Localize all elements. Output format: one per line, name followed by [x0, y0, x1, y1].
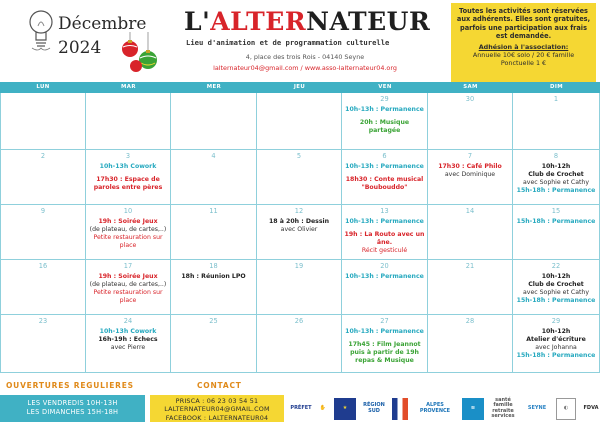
regular-hours-title: OUVERTURES REGULIERES	[6, 381, 134, 390]
event-line: 19h : La Routo avec un âne.	[344, 231, 425, 247]
calendar-day-cell[interactable]	[86, 260, 171, 315]
day-number: 5	[296, 152, 302, 160]
calendar-day-cell	[86, 93, 171, 150]
day-number: 14	[465, 207, 475, 215]
event-line: 10h-12h	[541, 273, 571, 280]
day-events	[88, 218, 168, 250]
calendar-day-cell	[257, 150, 342, 205]
weekday-label: JEU	[293, 84, 306, 90]
calendar-day-cell	[171, 205, 257, 260]
msa-logo: ≋	[462, 398, 484, 420]
day-number: 2	[40, 152, 46, 160]
day-number: 26	[294, 317, 304, 325]
event-line: 15h-18h : Permanence	[516, 297, 596, 305]
event-line: Récit gesticulé	[361, 247, 408, 255]
event-line: (de plateau, de cartes,..)	[89, 226, 167, 234]
tagline: Lieu d'animation et de programmation culturelle	[186, 38, 390, 47]
calendar-day-cell	[171, 93, 257, 150]
day-events	[430, 163, 510, 179]
alpes-provence-logo: ALPES PROVENCE	[419, 402, 451, 414]
day-number: 30	[465, 95, 475, 103]
calendar-day-cell[interactable]	[86, 150, 171, 205]
calendar-day-cell[interactable]	[86, 315, 171, 373]
handshake-logo: ✋	[319, 404, 327, 411]
caf-logo: santé famille retraite services	[491, 397, 515, 419]
calendar-day-cell[interactable]	[513, 205, 600, 260]
calendar-day-cell[interactable]	[86, 205, 171, 260]
day-number: 18	[209, 262, 218, 270]
event-line: 15h-18h : Permanence	[516, 187, 596, 195]
event-line: 19h : Soirée Jeux	[98, 218, 158, 225]
event-line: Petite restauration sur place	[93, 289, 163, 305]
calendar-grid	[0, 93, 600, 373]
day-events	[515, 163, 597, 195]
day-number: 28	[465, 317, 475, 325]
day-events	[344, 218, 425, 255]
contact-email[interactable]: LALTERNATEUR04@GMAIL.COM	[164, 405, 270, 414]
event-line: 15h-18h : Permanence	[516, 218, 596, 225]
calendar-day-cell[interactable]	[513, 260, 600, 315]
day-number: 12	[294, 207, 304, 215]
calendar-day-cell[interactable]	[342, 150, 428, 205]
calendar-day-cell	[0, 150, 86, 205]
calendar-day-cell	[171, 150, 257, 205]
day-number: 7	[467, 152, 473, 160]
event-line: avec Sophie et Cathy	[522, 179, 589, 187]
day-events	[88, 163, 168, 192]
event-line: 18 à 20h : Dessin	[268, 218, 330, 225]
day-number: 20	[380, 262, 389, 270]
calendar-day-cell[interactable]	[171, 260, 257, 315]
calendar-day-cell	[428, 205, 513, 260]
calendar-day-cell	[0, 93, 86, 150]
calendar-day-cell[interactable]	[342, 315, 428, 373]
day-events	[515, 273, 597, 305]
day-number: 9	[40, 207, 46, 215]
event-line: 17h45 : Film Jeannot	[348, 341, 421, 349]
calendar-day-cell	[257, 315, 342, 373]
address: 4, place des trois Rois - 04140 Seyne	[245, 53, 365, 61]
event-line: 15h-18h : Permanence	[516, 352, 596, 360]
day-number: 23	[38, 317, 48, 325]
christmas-ornaments-icon	[118, 32, 164, 78]
lightbulb-icon	[28, 8, 54, 54]
day-number: 25	[209, 317, 218, 325]
month-title: Décembre	[58, 14, 147, 34]
calendar-day-cell[interactable]	[513, 315, 600, 373]
calendar-day-cell[interactable]	[342, 260, 428, 315]
calendar-day-cell[interactable]	[342, 93, 428, 150]
day-events	[515, 218, 597, 226]
calendar-day-cell[interactable]	[428, 150, 513, 205]
day-events	[88, 273, 168, 305]
contact-box	[150, 395, 284, 422]
calendar-day-cell[interactable]	[513, 150, 600, 205]
day-number: 1	[553, 95, 559, 103]
calendar-day-cell	[257, 260, 342, 315]
calendar-day-cell	[0, 205, 86, 260]
day-number: 4	[211, 152, 216, 160]
day-events	[173, 273, 254, 281]
weekday-label: VEN	[378, 84, 392, 90]
event-line: 17h30 : Café Philo	[438, 163, 502, 170]
day-number: 22	[551, 262, 561, 270]
day-number: 19	[294, 262, 304, 270]
event-line: avec Olivier	[280, 226, 318, 234]
info-box	[451, 3, 596, 82]
event-line: avec Pierre	[110, 344, 146, 352]
weekday-label: SAM	[463, 84, 478, 90]
day-number: 24	[123, 317, 133, 325]
day-events	[344, 163, 425, 192]
event-line: Atelier d'écriture	[526, 336, 586, 344]
event-line: 19h : Soirée Jeux	[98, 273, 158, 280]
logo	[184, 9, 430, 34]
regular-hours-line: LES VENDREDIS 10H-13H	[27, 399, 118, 407]
event-line: 18h30 : Conte musical "Boubouddo"	[345, 176, 424, 192]
day-number: 11	[209, 207, 218, 215]
event-line: 20h : Musique partagée	[359, 119, 410, 135]
regular-hours-box	[0, 395, 145, 422]
day-number: 27	[380, 317, 389, 325]
day-number: 21	[465, 262, 475, 270]
logo-part-2: ALTER	[210, 7, 307, 36]
event-line: avec Sophie et Cathy	[522, 289, 589, 297]
event-line: 10h-12h	[541, 163, 571, 170]
event-line: avec Dominique	[444, 171, 496, 179]
event-line: 10h-13h : Permanence	[345, 328, 424, 335]
event-line: Petite restauration sur place	[93, 234, 163, 250]
weekday-label: LUN	[36, 84, 50, 90]
info-text: Toutes les activités sont réservées aux adhérents. Elles sont gratuites, parfois une participation aux frais est demandée.	[456, 7, 591, 41]
event-line: Club de Crochet	[528, 171, 584, 179]
day-number: 15	[551, 207, 561, 215]
weekday-label: MAR	[121, 84, 136, 90]
event-line: (de plateau, de cartes,..)	[89, 281, 167, 289]
calendar-day-cell	[428, 260, 513, 315]
day-events	[259, 218, 339, 234]
contact-phone[interactable]: PRISCA : 06 23 03 54 51	[175, 397, 259, 405]
day-number: 16	[38, 262, 48, 270]
event-line: 10h-13h : Permanence	[345, 273, 424, 280]
day-events	[344, 106, 425, 135]
year-title: 2024	[58, 38, 102, 58]
event-line: puis à partir de 19h	[350, 349, 419, 357]
fee-ponctual: Ponctuelle 1 €	[500, 59, 547, 68]
day-number: 29	[380, 95, 389, 103]
event-line: 10h-13h Cowork	[99, 163, 157, 170]
prefet-logo: PRÉFET	[290, 404, 312, 411]
weekday-label: DIM	[549, 84, 564, 90]
day-number: 3	[125, 152, 131, 160]
calendar-day-cell	[257, 93, 342, 150]
calendar-day-cell	[513, 93, 600, 150]
day-number: 10	[123, 207, 133, 215]
day-number: 17	[123, 262, 133, 270]
regular-hours-line: LES DIMANCHES 15H-18H	[26, 407, 119, 416]
calendar-day-cell	[0, 315, 86, 373]
event-line: repas & Musique	[355, 357, 414, 365]
fee-annual: Annuelle 10€ solo / 20 € famille	[472, 50, 575, 59]
fdva-logo: FDVA	[583, 404, 599, 411]
day-events	[515, 328, 597, 360]
weekday-label: MER	[206, 84, 222, 90]
event-line: 10h-12h	[541, 328, 571, 335]
region-sud-logo: RÉGION SUD	[363, 402, 385, 414]
event-line: 18h : Réunion LPO	[181, 273, 246, 280]
weekday-header	[0, 82, 600, 93]
event-line: 17h30 : Espace de paroles entre pères	[93, 176, 163, 192]
day-events	[344, 273, 425, 281]
logo-part-1: L'	[184, 7, 211, 36]
calendar-day-cell[interactable]	[257, 205, 342, 260]
calendar-day-cell	[428, 315, 513, 373]
calendar-day-cell	[428, 93, 513, 150]
event-line: Club de Crochet	[528, 281, 584, 289]
event-line: 10h-13h : Permanence	[345, 163, 424, 170]
contact-title: CONTACT	[197, 381, 242, 390]
partner-logos	[290, 395, 600, 422]
day-number: 13	[380, 207, 389, 215]
calendar-day-cell	[0, 260, 86, 315]
calendar-day-cell[interactable]	[342, 205, 428, 260]
day-events	[344, 328, 425, 365]
day-number: 8	[553, 152, 559, 160]
cnaf-logo: ◐	[556, 398, 576, 420]
contact-line[interactable]: lalternateur04@gmail.com / www.asso-lalternateur04.org	[213, 64, 397, 72]
marianne-logo	[392, 398, 408, 420]
day-number: 29	[551, 317, 561, 325]
day-number: 6	[382, 152, 387, 160]
event-line: 16h-19h : Echecs	[98, 336, 158, 344]
calendar-day-cell	[171, 315, 257, 373]
day-events	[88, 328, 168, 352]
seyne-logo: SEYNE	[527, 404, 547, 411]
logo-part-3: NATEUR	[306, 7, 431, 36]
event-line: 10h-13h : Permanence	[345, 218, 424, 225]
event-line: 10h-13h Cowork	[99, 328, 157, 335]
adhesion-label: Adhésion à l'association:	[478, 42, 569, 51]
eu-flag-logo: ★	[334, 398, 356, 420]
event-line: 10h-13h : Permanence	[345, 106, 424, 113]
event-line: avec Johanna	[535, 344, 577, 352]
contact-facebook[interactable]: FACEBOOK : LALTERNATEUR04	[165, 413, 269, 422]
